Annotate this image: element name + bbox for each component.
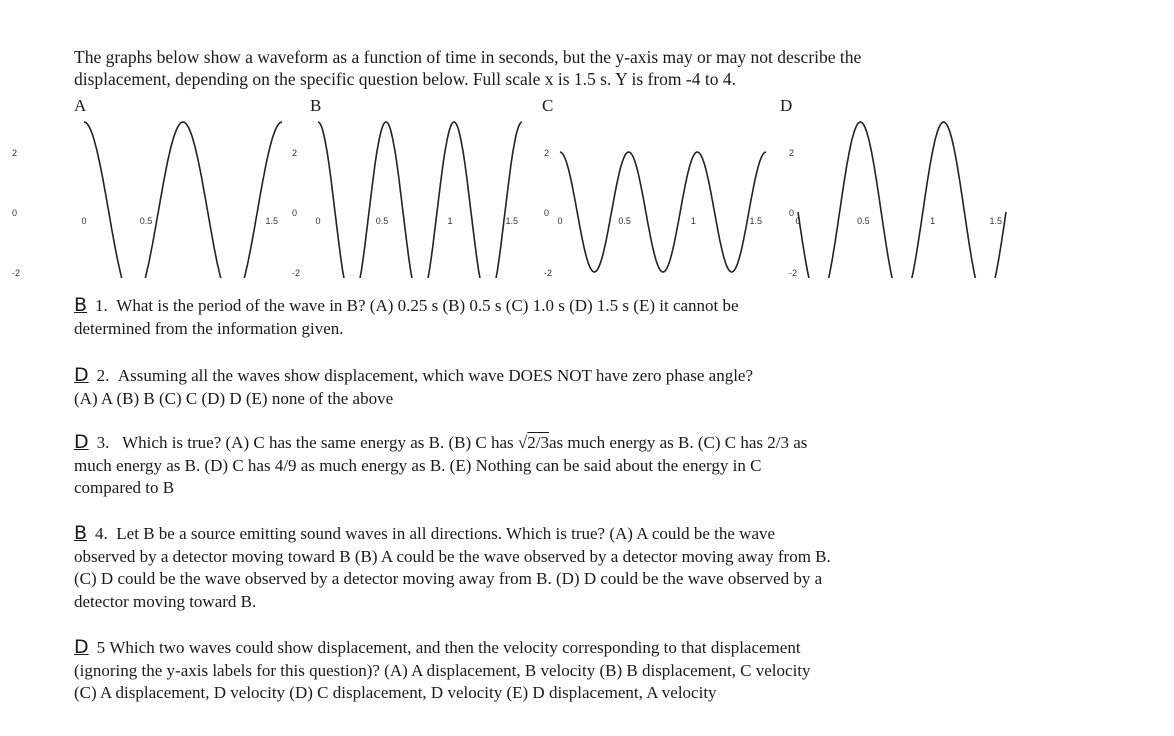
x-tick-label: 0.5 <box>857 216 870 226</box>
answer-3: D <box>74 431 89 453</box>
y-tick-label: -2 <box>292 268 301 278</box>
intro-text <box>74 46 1034 90</box>
answer-5: D <box>74 636 89 658</box>
question-1-line-2: determined from the information given. <box>74 318 344 338</box>
question-4-line-3: (C) D could be the wave observed by a detector moving away from B. (D) D could be the wave observed by a <box>74 569 823 588</box>
question-3-line-1b: as much energy as B. (C) C has 2/3 as <box>549 433 808 452</box>
graph-labels <box>0 96 1174 118</box>
x-tick-label: 0.5 <box>139 216 153 226</box>
question-4-line-4: detector moving toward B. <box>74 591 257 611</box>
question-4-line-1: Let B be a source emitting sound waves in all directions. Which is true? (A) A could be the wave <box>116 524 776 543</box>
question-5-line-2: (ignoring the y-axis labels for this question)? (A) A displacement, B velocity (B) B displacement, C velocity <box>74 660 811 680</box>
x-tick-label: 0 <box>315 216 321 226</box>
waveform-line <box>84 122 282 278</box>
y-tick-label: 0 <box>789 208 795 218</box>
x-tick-label: 1.5 <box>989 216 1002 226</box>
sqrt-expression: 2/3 <box>527 433 549 452</box>
x-tick-label: 0 <box>795 216 801 226</box>
graph-label-c: C <box>542 96 554 115</box>
x-tick-label: 0 <box>81 216 87 226</box>
intro-line-1: The graphs below show a waveform as a function of time in seconds, but the y-axis may or may not describe the <box>74 47 862 67</box>
x-tick-label: 1.5 <box>265 216 278 226</box>
question-2-number: 2. <box>96 366 110 385</box>
question-5 <box>74 636 1024 705</box>
question-1-number: 1. <box>95 296 108 315</box>
x-tick-label: 0.5 <box>375 216 389 226</box>
answer-1: B <box>74 294 88 316</box>
y-tick-label: 0 <box>12 208 18 218</box>
question-5-line-1: Which two waves could show displacement, and then the velocity corresponding to that displacement <box>109 638 801 657</box>
question-1 <box>74 294 1024 340</box>
question-3 <box>74 431 1024 500</box>
y-tick-label: 2 <box>789 148 795 158</box>
graph-label-d: D <box>780 96 793 115</box>
x-tick-label: 1 <box>447 216 453 226</box>
answer-4: B <box>74 522 88 544</box>
waveform-line <box>318 122 522 278</box>
question-3-line-1a: Which is true? (A) C has the same energy as B. (B) C has √ <box>122 433 528 452</box>
intro-line-2: displacement, depending on the specific question below. Full scale x is 1.5 s. Y is from -4 to 4. <box>74 69 736 89</box>
question-4-line-2: observed by a detector moving toward B (B) A could be the wave observed by a detector moving away from B. <box>74 546 831 566</box>
question-5-number: 5 <box>96 638 106 657</box>
question-2-line-2: (A) A (B) B (C) C (D) D (E) none of the above <box>74 388 394 408</box>
question-4-number: 4. <box>95 524 108 543</box>
x-tick-label: 1.5 <box>505 216 518 226</box>
question-3-line-3: compared to B <box>74 478 175 497</box>
y-tick-label: -2 <box>12 268 21 278</box>
waveform-line <box>560 152 766 272</box>
question-3-number: 3. <box>96 433 110 452</box>
y-tick-label: 2 <box>12 148 18 158</box>
graph-label-b: B <box>310 96 322 115</box>
question-2 <box>74 364 1024 410</box>
y-tick-label: 2 <box>544 148 550 158</box>
x-tick-label: 1.5 <box>749 216 762 226</box>
x-tick-label: 1 <box>690 216 696 226</box>
question-1-line-1: What is the period of the wave in B? (A) 0.25 s (B) 0.5 s (C) 1.0 s (D) 1.5 s (E) it cannot be <box>116 296 739 315</box>
question-5-line-3: (C) A displacement, D velocity (D) C displacement, D velocity (E) D displacement, A velocity <box>74 683 717 702</box>
question-4 <box>74 522 1024 613</box>
y-tick-label: -2 <box>789 268 798 278</box>
answer-2: D <box>74 364 89 386</box>
y-tick-label: 2 <box>292 148 298 158</box>
waveform-line <box>798 122 1006 278</box>
x-tick-label: 0 <box>557 216 563 226</box>
x-tick-label: 0.5 <box>618 216 631 226</box>
question-2-line-1: Assuming all the waves show displacement, which wave DOES NOT have zero phase angle? <box>117 366 754 385</box>
y-tick-label: 0 <box>292 208 298 218</box>
x-tick-label: 1 <box>930 216 936 226</box>
y-tick-label: -2 <box>544 268 553 278</box>
question-3-line-2: much energy as B. (D) C has 4/9 as much energy as B. (E) Nothing can be said about the energy in C <box>74 455 762 475</box>
graph-label-a: A <box>74 96 87 115</box>
waveform-graphs <box>0 118 1174 278</box>
y-tick-label: 0 <box>544 208 550 218</box>
